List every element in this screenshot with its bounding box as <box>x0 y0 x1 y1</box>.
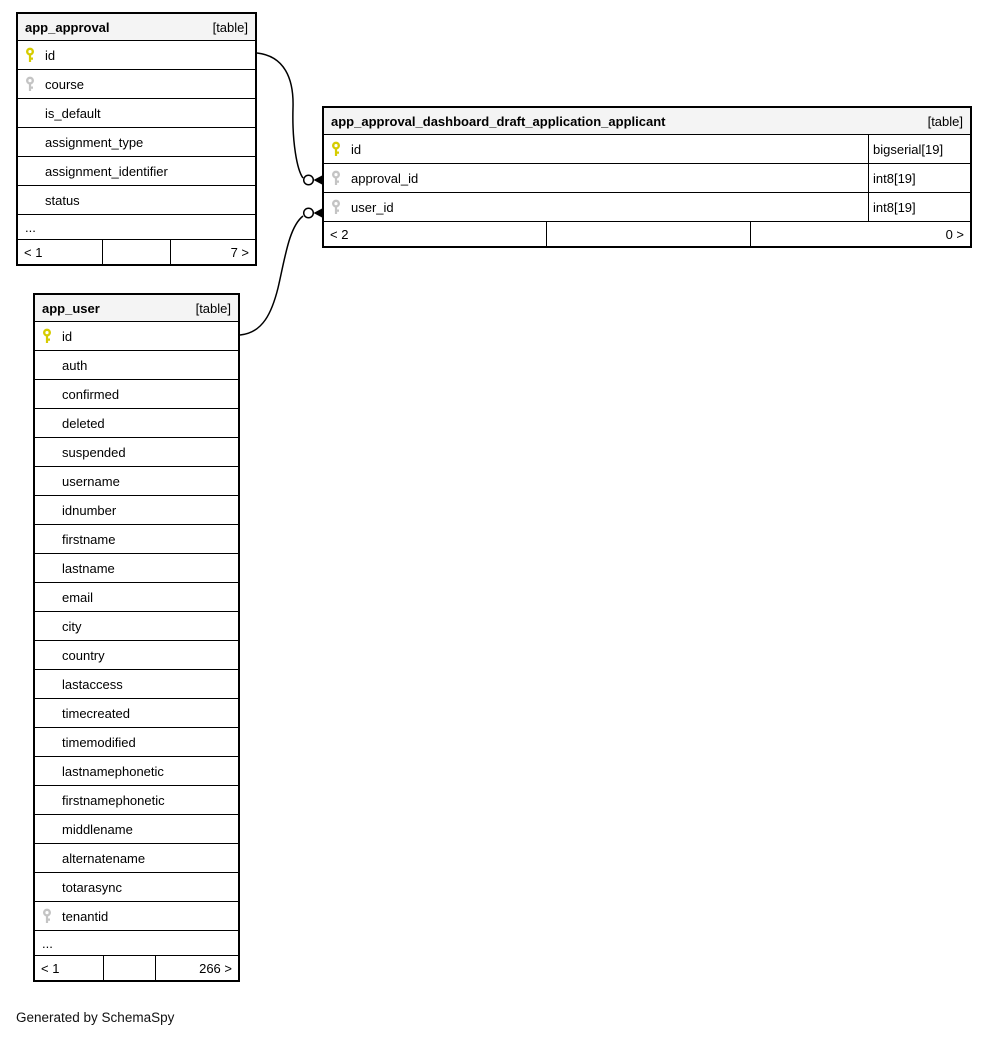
column-row-middlename[interactable] <box>35 815 238 844</box>
column-row-approval_id[interactable] <box>324 164 970 193</box>
footer-children-count: 7 > <box>170 240 255 264</box>
column-name: username <box>62 473 120 489</box>
table-footer <box>324 222 970 246</box>
column-row-city[interactable] <box>35 612 238 641</box>
table-node-app_approval <box>16 12 257 266</box>
column-row-id[interactable] <box>18 41 255 70</box>
column-name: user_id <box>351 199 394 215</box>
column-row-timemodified[interactable] <box>35 728 238 757</box>
column-name: middlename <box>62 821 133 837</box>
column-row-idnumber[interactable] <box>35 496 238 525</box>
footer-spacer-cell <box>102 240 170 264</box>
column-row-alternatename[interactable] <box>35 844 238 873</box>
primary-key-icon <box>330 141 351 157</box>
footer-parents-count: < 1 <box>41 960 60 976</box>
column-row-lastaccess[interactable] <box>35 670 238 699</box>
column-name: approval_id <box>351 170 419 186</box>
footer-parents-count: < 1 <box>24 244 43 260</box>
table-footer <box>18 240 255 264</box>
column-name: timemodified <box>62 734 136 750</box>
column-row-firstnamephonetic[interactable] <box>35 786 238 815</box>
column-row-email[interactable] <box>35 583 238 612</box>
column-name: lastnamephonetic <box>62 763 164 779</box>
column-row-country[interactable] <box>35 641 238 670</box>
table-header[interactable] <box>35 295 238 322</box>
column-type: int8[19] <box>868 164 970 192</box>
column-row-username[interactable] <box>35 467 238 496</box>
column-name: firstname <box>62 531 116 547</box>
table-name: app_approval <box>25 19 110 35</box>
fk-arrowhead-icon <box>314 209 323 218</box>
column-name: assignment_type <box>45 134 144 150</box>
column-name: id <box>62 328 73 344</box>
column-name: lastaccess <box>62 676 123 692</box>
column-row-id[interactable] <box>35 322 238 351</box>
table-footer <box>35 956 238 980</box>
column-row-lastnamephonetic[interactable] <box>35 757 238 786</box>
relationship-approval-id <box>257 53 322 185</box>
table-header[interactable] <box>324 108 970 135</box>
foreign-key-icon <box>330 170 351 186</box>
foreign-key-icon <box>41 908 62 924</box>
footer-spacer-cell <box>546 222 750 246</box>
column-row-firstname[interactable] <box>35 525 238 554</box>
primary-key-icon <box>41 328 62 344</box>
column-name: firstnamephonetic <box>62 792 165 808</box>
column-row-timecreated[interactable] <box>35 699 238 728</box>
column-name: country <box>62 647 105 663</box>
column-name: auth <box>62 357 88 373</box>
footer-children-count: 0 > <box>750 222 970 246</box>
column-row-confirmed[interactable] <box>35 380 238 409</box>
column-row-is_default[interactable] <box>18 99 255 128</box>
fk-arrowhead-icon <box>314 176 323 185</box>
generator-credit: Generated by SchemaSpy <box>16 1010 175 1025</box>
column-name: is_default <box>45 105 101 121</box>
table-type-badge: [table] <box>195 300 231 316</box>
footer-parents-count: < 2 <box>330 226 349 242</box>
primary-key-icon <box>24 47 45 63</box>
table-header[interactable] <box>18 14 255 41</box>
column-name: tenantid <box>62 908 109 924</box>
table-name: app_approval_dashboard_draft_application_applicant <box>331 113 666 129</box>
truncated-columns-row: ... <box>35 931 238 956</box>
column-name: id <box>45 47 56 63</box>
column-row-auth[interactable] <box>35 351 238 380</box>
column-name: suspended <box>62 444 126 460</box>
column-name: id <box>351 141 362 157</box>
column-row-status[interactable] <box>18 186 255 215</box>
footer-children-count: 266 > <box>155 956 238 980</box>
zero-or-one-circle <box>304 175 314 185</box>
column-row-course[interactable] <box>18 70 255 99</box>
column-name: lastname <box>62 560 115 576</box>
truncated-columns-row: ... <box>18 215 255 240</box>
column-name: assignment_identifier <box>45 163 168 179</box>
column-name: totarasync <box>62 879 122 895</box>
table-type-badge: [table] <box>927 113 963 129</box>
column-name: idnumber <box>62 502 117 518</box>
column-name: city <box>62 618 82 634</box>
column-row-user_id[interactable] <box>324 193 970 222</box>
table-node-app_approval_dashboard_draft_application_applicant <box>322 106 972 248</box>
column-row-totarasync[interactable] <box>35 873 238 902</box>
zero-or-one-circle <box>304 208 314 218</box>
table-name: app_user <box>42 300 100 316</box>
column-row-lastname[interactable] <box>35 554 238 583</box>
footer-spacer-cell <box>103 956 155 980</box>
column-row-assignment_identifier[interactable] <box>18 157 255 186</box>
column-name: timecreated <box>62 705 130 721</box>
table-type-badge: [table] <box>212 19 248 35</box>
column-name: deleted <box>62 415 105 431</box>
column-row-suspended[interactable] <box>35 438 238 467</box>
column-name: email <box>62 589 94 605</box>
column-name: course <box>45 76 85 92</box>
column-type: bigserial[19] <box>868 135 970 163</box>
column-row-tenantid[interactable] <box>35 902 238 931</box>
column-row-assignment_type[interactable] <box>18 128 255 157</box>
foreign-key-icon <box>330 199 351 215</box>
column-name: confirmed <box>62 386 120 402</box>
column-name: status <box>45 192 80 208</box>
foreign-key-icon <box>24 76 45 92</box>
column-name: alternatename <box>62 850 146 866</box>
table-node-app_user <box>33 293 240 982</box>
column-type: int8[19] <box>868 193 970 221</box>
column-row-id[interactable] <box>324 135 970 164</box>
column-row-deleted[interactable] <box>35 409 238 438</box>
